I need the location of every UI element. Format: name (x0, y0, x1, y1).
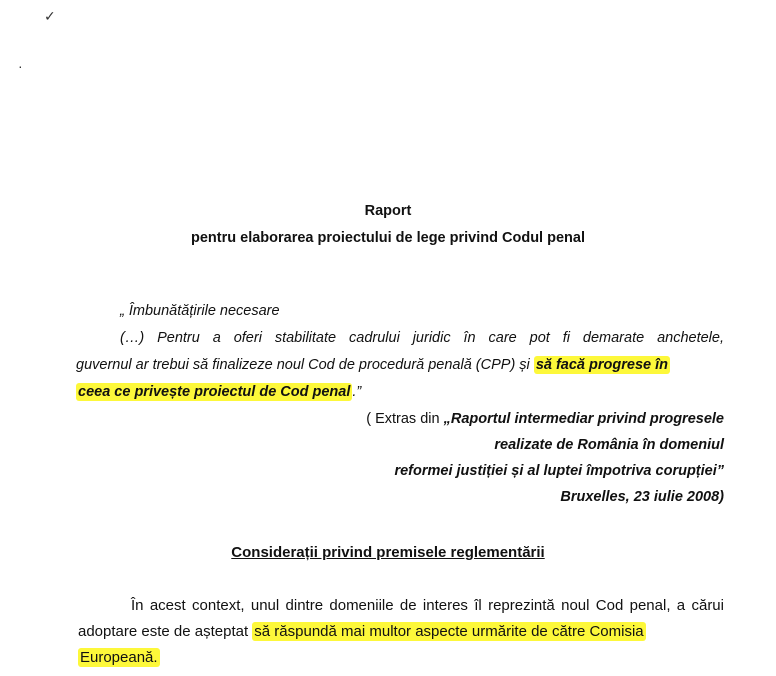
paragraph-highlight-2: Europeană. (80, 649, 158, 666)
source-title-3: reformei justiției și al luptei împotriva corupției” (394, 463, 724, 479)
source-line-1 (366, 411, 724, 427)
quote-line-3-end: .” (352, 384, 362, 400)
scan-dot-mark: · (18, 58, 23, 74)
section-heading: Considerații privind premisele reglementării (231, 544, 545, 561)
report-subtitle: pentru elaborarea proiectului de lege privind Codul penal (191, 230, 585, 246)
source-date: Bruxelles, 23 iulie 2008) (560, 489, 724, 505)
quote-line-2 (76, 357, 670, 373)
paragraph-highlight-1: să răspundă mai multor aspecte urmărite de către Comisia (254, 623, 644, 640)
scan-tick-mark: ✓ (44, 8, 56, 24)
paragraph-line-3 (78, 649, 160, 666)
quote-line-1: (…) Pentru a oferi stabilitate cadrului juridic în care pot fi demarate anchetele, (120, 330, 724, 346)
quote-highlight-1: să facă progrese în (535, 357, 668, 373)
paragraph-line-1: În acest context, unul dintre domeniile de interes îl reprezintă noul Cod penal, a cărui (131, 597, 724, 614)
quote-line-3 (76, 384, 361, 400)
source-title-1: „Raportul intermediar privind progresele (443, 411, 724, 427)
quote-opening: „ Îmbunătățirile necesare (120, 303, 280, 319)
paragraph-line-2 (78, 623, 646, 640)
paragraph-line-2-text: adoptare este de așteptat (78, 623, 253, 640)
quote-line-2-text: guvernul ar trebui să finalizeze noul Cod de procedură penală (CPP) și (76, 357, 534, 373)
source-prefix: ( Extras din (366, 411, 444, 427)
report-title: Raport (364, 203, 412, 219)
source-title-2: realizate de România în domeniul (494, 437, 724, 453)
quote-highlight-2: ceea ce privește proiectul de Cod penal (78, 384, 351, 400)
